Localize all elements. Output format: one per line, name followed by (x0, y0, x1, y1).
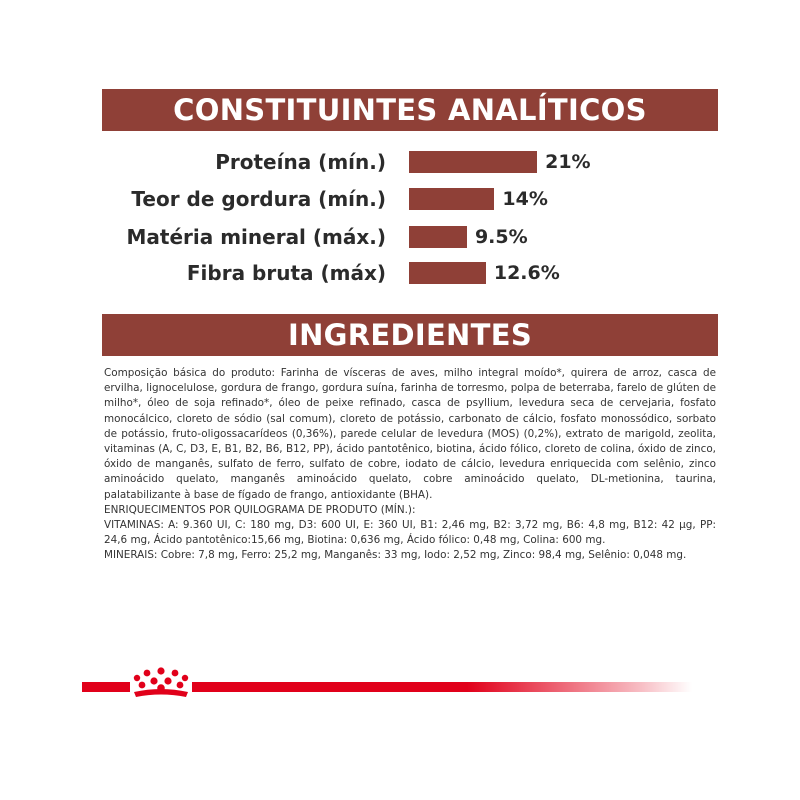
analytic-row-value: 21% (545, 151, 591, 173)
analytic-row-value: 12.6% (493, 262, 560, 284)
analytic-row-bar (409, 151, 537, 173)
ingredients-text-block (104, 366, 716, 564)
ingredients-enrichment-header: ENRIQUECIMENTOS POR QUILOGRAMA DE PRODUTO (MÍN.): (104, 503, 416, 516)
analytic-row-label: Fibra bruta (máx) (186, 261, 386, 285)
ingredients-minerals: MINERAIS: Cobre: 7,8 mg, Ferro: 25,2 mg, Manganês: 33 mg, Iodo: 2,52 mg, Zinco: 98,4 mg, Selênio: 0,048 mg. (104, 549, 687, 562)
analytic-row-label: Proteína (mín.) (215, 150, 386, 174)
analytic-row-fiber (0, 260, 800, 286)
analytic-row-label: Matéria mineral (máx.) (126, 225, 386, 249)
footer-stripe-left (82, 682, 130, 692)
analytic-section-title (102, 89, 718, 131)
analytic-row-value: 9.5% (474, 226, 528, 248)
analytic-row-mineral (0, 224, 800, 250)
analytic-row-fat (0, 186, 800, 212)
ingredients-composition: Composição básica do produto: Farinha de vísceras de aves, milho integral moído*, quirera de arroz, casca de ervilha, lignocelulose, gordura de frango, gordura suína, farinha de torresmo, polpa de beterraba, farelo de glúten de milho*, óleo de soja refinado*, óleo de peixe refinado, casca de psyllium, levedura seca de cervejaria, fosfato monocálcico, cloreto de sódio (sal comum), cloreto de potássio, carbonato de cálcio, fosfato monossódico, sorbato de potássio, fruto-oligossacarídeos (0,36%), parede celular de levedura (MOS) (0,2%), extrato de marigold, zeolita, vitaminas (A, C, D3, E, B1, B2, B6, B12, PP), ácido pantotênico, biotina, ácido fólico, cloreto de colina, óxido de zinco, óxido de manganês, sulfato de ferro, sulfato de cobre, iodato de cálcio, levedura enriquecida com selênio, zinco aminoácido quelato, manganês aminoácido quelato, cobre aminoácido quelato, DL-metionina, taurina, palatabilizante à base de fígado de frango, antioxidante (BHA). (104, 367, 716, 501)
ingredients-title-text: INGREDIENTES (287, 318, 533, 352)
ingredients-section-title (102, 314, 718, 356)
analytic-row-protein (0, 149, 800, 175)
analytic-row-bar (409, 188, 494, 210)
ingredients-vitamins: VITAMINAS: A: 9.360 UI, C: 180 mg, D3: 600 UI, E: 360 UI, B1: 2,46 mg, B2: 3,72 mg, B6: 4,8 mg, B12: 42 µg, PP: 24,6 mg, Ácido pantotênico:15,66 mg, Biotina: 0,636 mg, Ácido fólico: 0,48 mg, Colina: 600 mg. (104, 519, 716, 547)
analytic-row-bar (409, 226, 467, 248)
analytic-row-value: 14% (502, 188, 548, 210)
analytic-title-text: CONSTITUINTES ANALÍTICOS (173, 93, 647, 127)
footer-stripe-right (192, 682, 692, 692)
analytic-row-bar (409, 262, 486, 284)
crown-logo-icon (128, 667, 194, 699)
analytic-row-label: Teor de gordura (mín.) (131, 187, 386, 211)
